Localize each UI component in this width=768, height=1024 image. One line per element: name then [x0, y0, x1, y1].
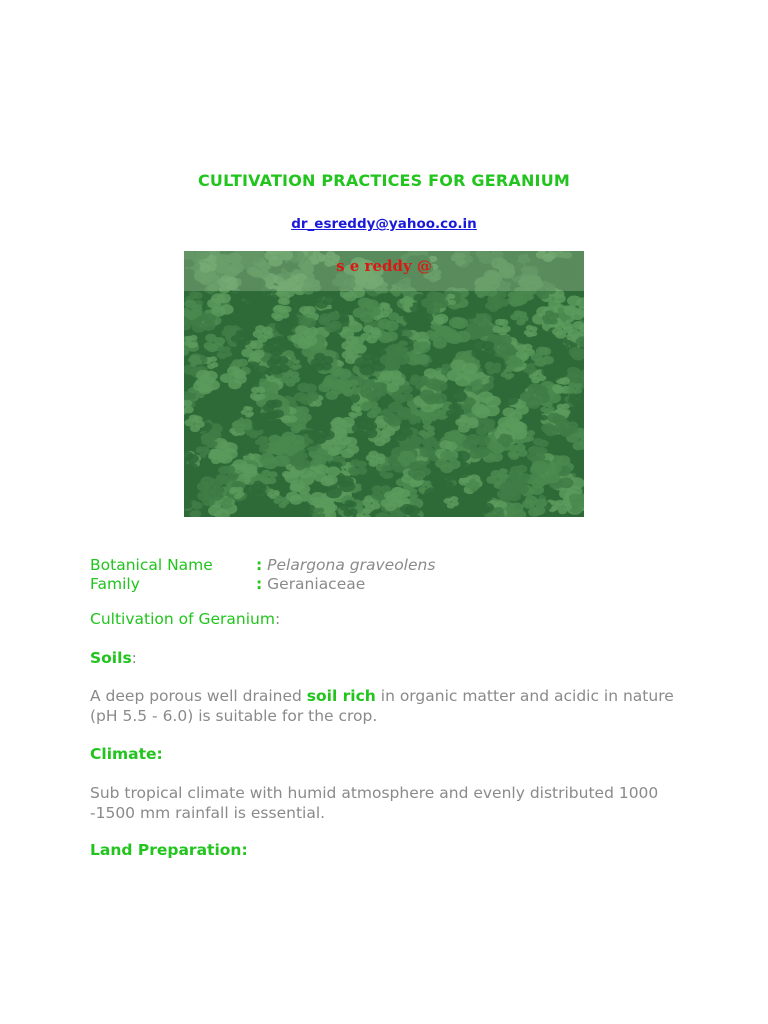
cultivation-heading-colon: : [274, 610, 281, 628]
soils-heading-text: Soils [90, 649, 132, 667]
photo-watermark: s e reddy @ [336, 257, 432, 275]
climate-paragraph: Sub tropical climate with humid atmosphere and evenly distributed 1000 -1500 mm rainfall is essential. [90, 784, 659, 822]
soils-heading [90, 649, 137, 667]
family-value: Geraniaceae [267, 575, 366, 593]
geranium-photo [184, 251, 584, 517]
email-link[interactable]: dr_esreddy@yahoo.co.in [291, 216, 477, 232]
soils-heading-colon: : [131, 649, 137, 667]
soils-text-after: in organic matter and acidic in nature (pH 5.5 - 6.0) is suitable for the crop. [90, 687, 674, 725]
botanical-name-row [90, 555, 435, 575]
land-preparation-heading: Land Preparation: [90, 841, 248, 859]
soils-paragraph [90, 686, 690, 726]
soils-highlight: soil rich [306, 687, 376, 705]
cultivation-heading-text: Cultivation of Geranium [90, 610, 275, 628]
page-title: CULTIVATION PRACTICES FOR GERANIUM [197, 171, 571, 190]
family-separator: : [256, 575, 263, 593]
cultivation-heading [90, 610, 280, 628]
family-label: Family [90, 575, 140, 593]
climate-heading: Climate: [90, 745, 163, 763]
soils-text-before: A deep porous well drained [90, 687, 307, 705]
geranium-leaves-image [184, 251, 584, 517]
botanical-name-label: Botanical Name [90, 556, 213, 574]
family-row [90, 574, 365, 594]
author-email [0, 216, 768, 232]
botanical-name-separator: : [256, 556, 263, 574]
botanical-name-value: Pelargona graveolens [267, 556, 436, 574]
